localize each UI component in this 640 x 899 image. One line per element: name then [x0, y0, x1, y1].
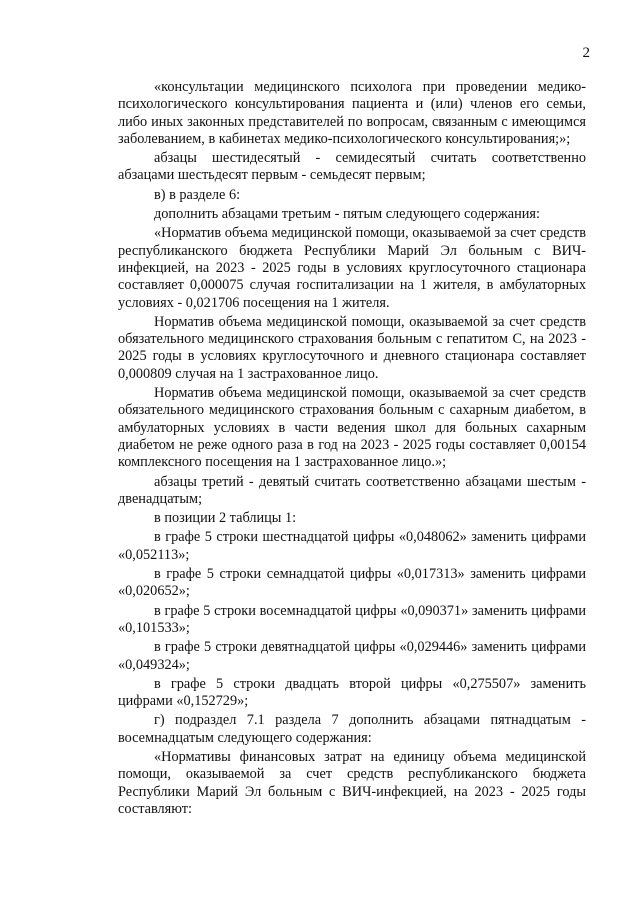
paragraph-row-18-replace: в графе 5 строки восемнадцатой цифры «0,090371» заменить цифрами «0,101533»; — [118, 602, 586, 636]
paragraph-renumber-60-70: абзацы шестидесятый - семидесятый считать соответственно абзацами шестьдесят первым - семьдесят первым; — [118, 150, 586, 184]
paragraph-diabetes-norm: Норматив объема медицинской помощи, оказываемой за счет средств обязательного медицинского страхования больным с сахарным диабетом, в амбулаторных условиях в части ведения школ для больных сахарным диабетом не реже одного раза в год на 2023 - 2025 годы составляет 0,00154 комплексного посещения на 1 застрахованное лицо.»; — [118, 385, 586, 471]
paragraph-row-19-replace: в графе 5 строки девятнадцатой цифры «0,029446» заменить цифрами «0,049324»; — [118, 639, 586, 673]
paragraph-psychologist-consultation: «консультации медицинского психолога при проведении медико-психологического консультирования пациента и (или) членов его семьи, либо иных законных представителей по вопросам, связанным с имеющимся заболеванием, в кабинетах медико-психологического консультирования;»; — [118, 79, 586, 147]
paragraph-add-3-5: дополнить абзацами третьим - пятым следующего содержания: — [154, 206, 540, 223]
paragraph-row-22-replace: в графе 5 строки двадцать второй цифры «0,275507» заменить цифрами «0,152729»; — [118, 675, 586, 710]
paragraph-renumber-3-9: абзацы третий - девятый считать соответственно абзацами шестым - двенадцатым; — [118, 473, 586, 507]
paragraph-financial-norms: «Нормативы финансовых затрат на единицу объема медицинской помощи, оказываемой за счет средств республиканского бюджета Республики Марий Эл больным с ВИЧ-инфекцией, на 2023 - 2025 годы составляют: — [118, 748, 586, 817]
paragraph-subsection-7-1: г) подраздел 7.1 раздела 7 дополнить абзацами пятнадцатым - восемнадцатым следующего содержания: — [118, 712, 586, 746]
paragraph-section-6-heading: в) в разделе 6: — [154, 186, 241, 203]
paragraph-hepatitis-c-norm: Норматив объема медицинской помощи, оказываемой за счет средств обязательного медицинского страхования больным с гепатитом С, на 2023 - 2025 годы в условиях круглосуточного и дневного стационара составляет 0,000809 случая на 1 застрахованное лицо. — [118, 313, 586, 382]
paragraph-row-16-replace: в графе 5 строки шестнадцатой цифры «0,048062» заменить цифрами «0,052113»; — [118, 529, 586, 563]
document-body — [118, 79, 586, 820]
paragraph-hiv-norm: «Норматив объема медицинской помощи, оказываемой за счет средств республиканского бюджета Республики Марий Эл больным с ВИЧ-инфекцией, на 2023 - 2025 годы в условиях круглосуточного стационара составляет 0,000075 случая госпитализации на 1 жителя, в амбулаторных условиях - 0,021706 посещения на 1 жителя. — [118, 225, 586, 311]
paragraph-row-17-replace: в графе 5 строки семнадцатой цифры «0,017313» заменить цифрами «0,020652»; — [118, 566, 586, 600]
page-number: 2 — [582, 45, 590, 61]
paragraph-table-1-position-2: в позиции 2 таблицы 1: — [154, 510, 297, 527]
